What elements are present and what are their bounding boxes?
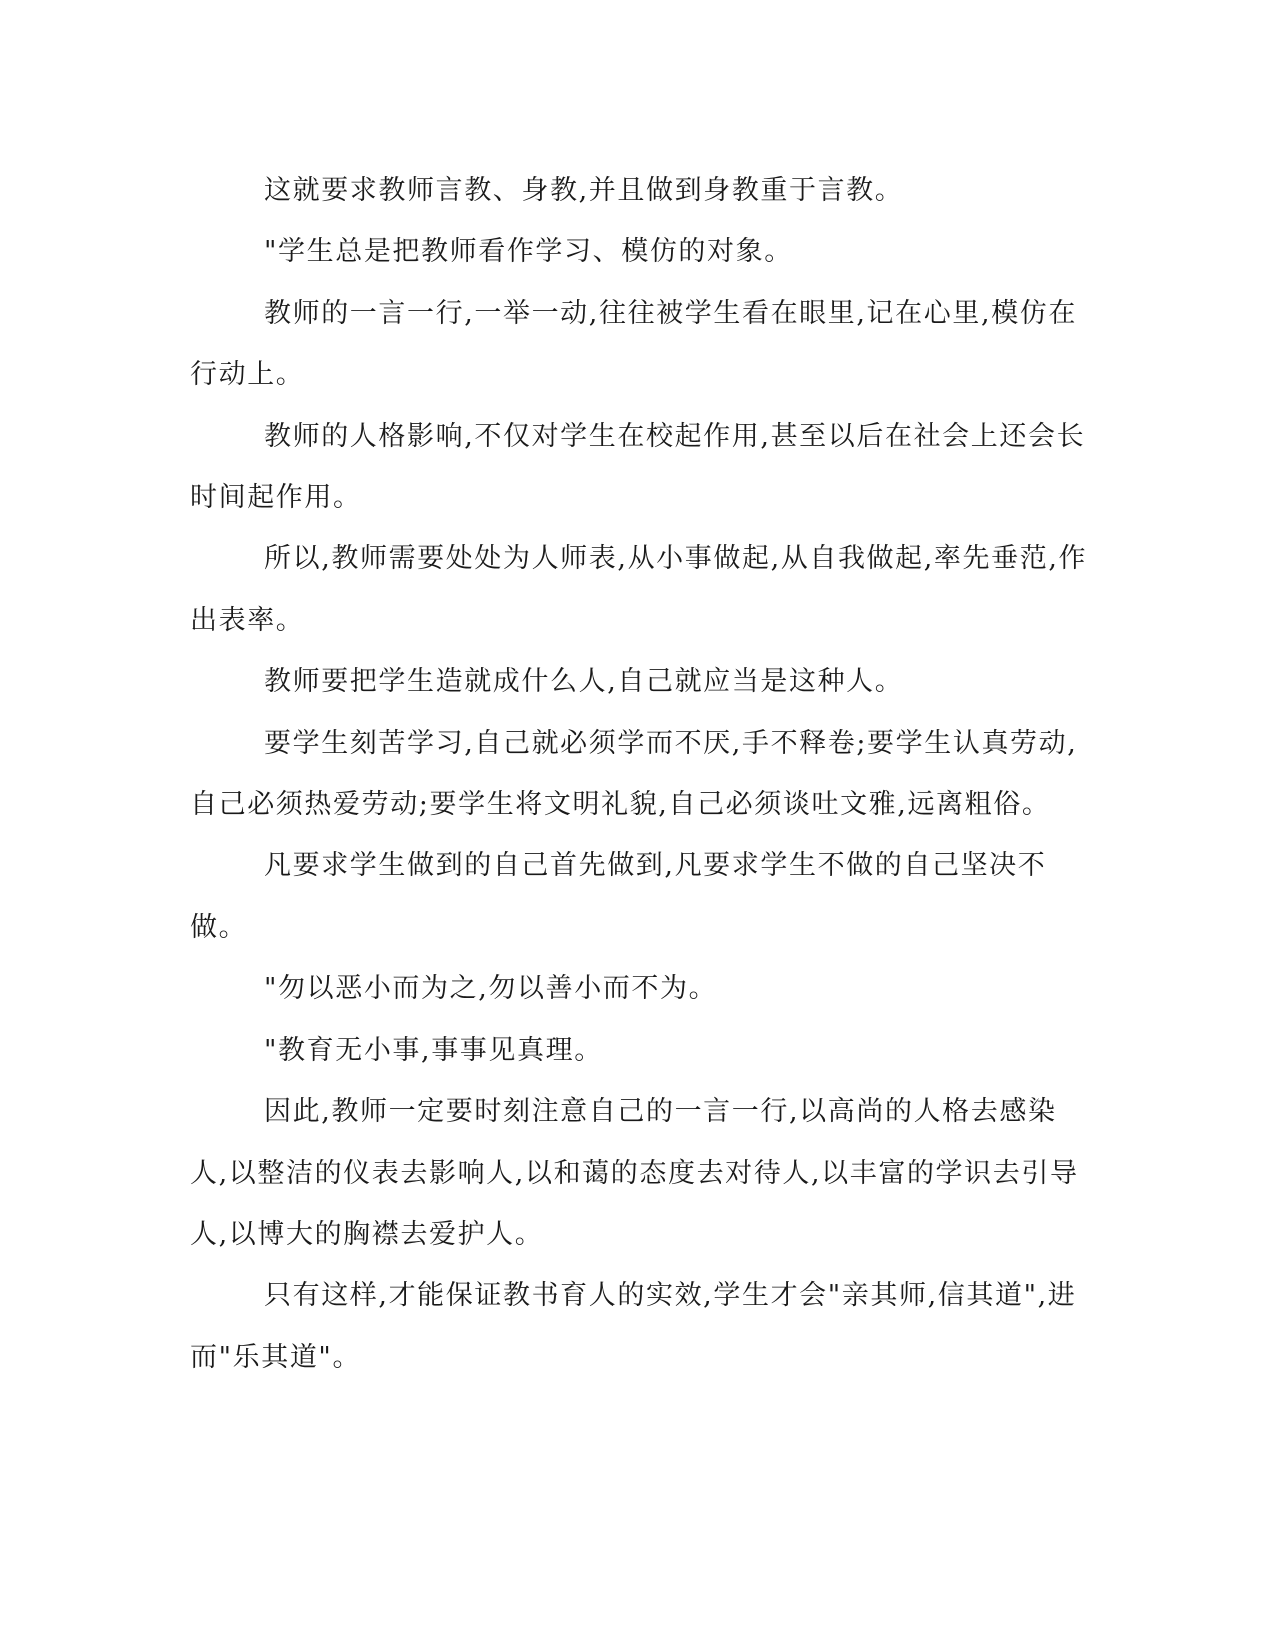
paragraph-3: 教师的一言一行,一举一动,往往被学生看在眼里,记在心里,模仿在行动上。 [190,297,1077,391]
paragraph-4: 教师的人格影响,不仅对学生在校起作用,甚至以后在社会上还会长时间起作用。 [190,420,1086,514]
paragraph-11: 因此,教师一定要时刻注意自己的一言一行,以高尚的人格去感染人,以整洁的仪表去影响人,以和蔼的态度去对待人,以丰富的学识去引导人,以博大的胸襟去爱护人。 [190,1096,1079,1250]
paragraph-2: "学生总是把教师看作学习、模仿的对象。 [264,236,793,268]
paragraph-6: 教师要把学生造就成什么人,自己就应当是这种人。 [264,666,904,698]
paragraph-7: 要学生刻苦学习,自己就必须学而不厌,手不释卷;要学生认真劳动,自己必须热爱劳动;要学生将文明礼貌,自己必须谈吐文雅,远离粗俗。 [190,727,1078,821]
paragraph-12: 只有这样,才能保证教书育人的实效,学生才会"亲其师,信其道",进而"乐其道"。 [190,1280,1077,1373]
paragraph-8: 凡要求学生做到的自己首先做到,凡要求学生不做的自己坚决不做。 [190,850,1047,943]
paragraph-10: "教育无小事,事事见真理。 [264,1034,603,1066]
paragraph-5: 所以,教师需要处处为人师表,从小事做起,从自我做起,率先垂范,作出表率。 [190,543,1088,636]
paragraph-9: "勿以恶小而为之,勿以善小而不为。 [264,973,718,1005]
document-body [190,160,1090,1388]
paragraph-1: 这就要求教师言教、身教,并且做到身教重于言教。 [264,175,904,206]
